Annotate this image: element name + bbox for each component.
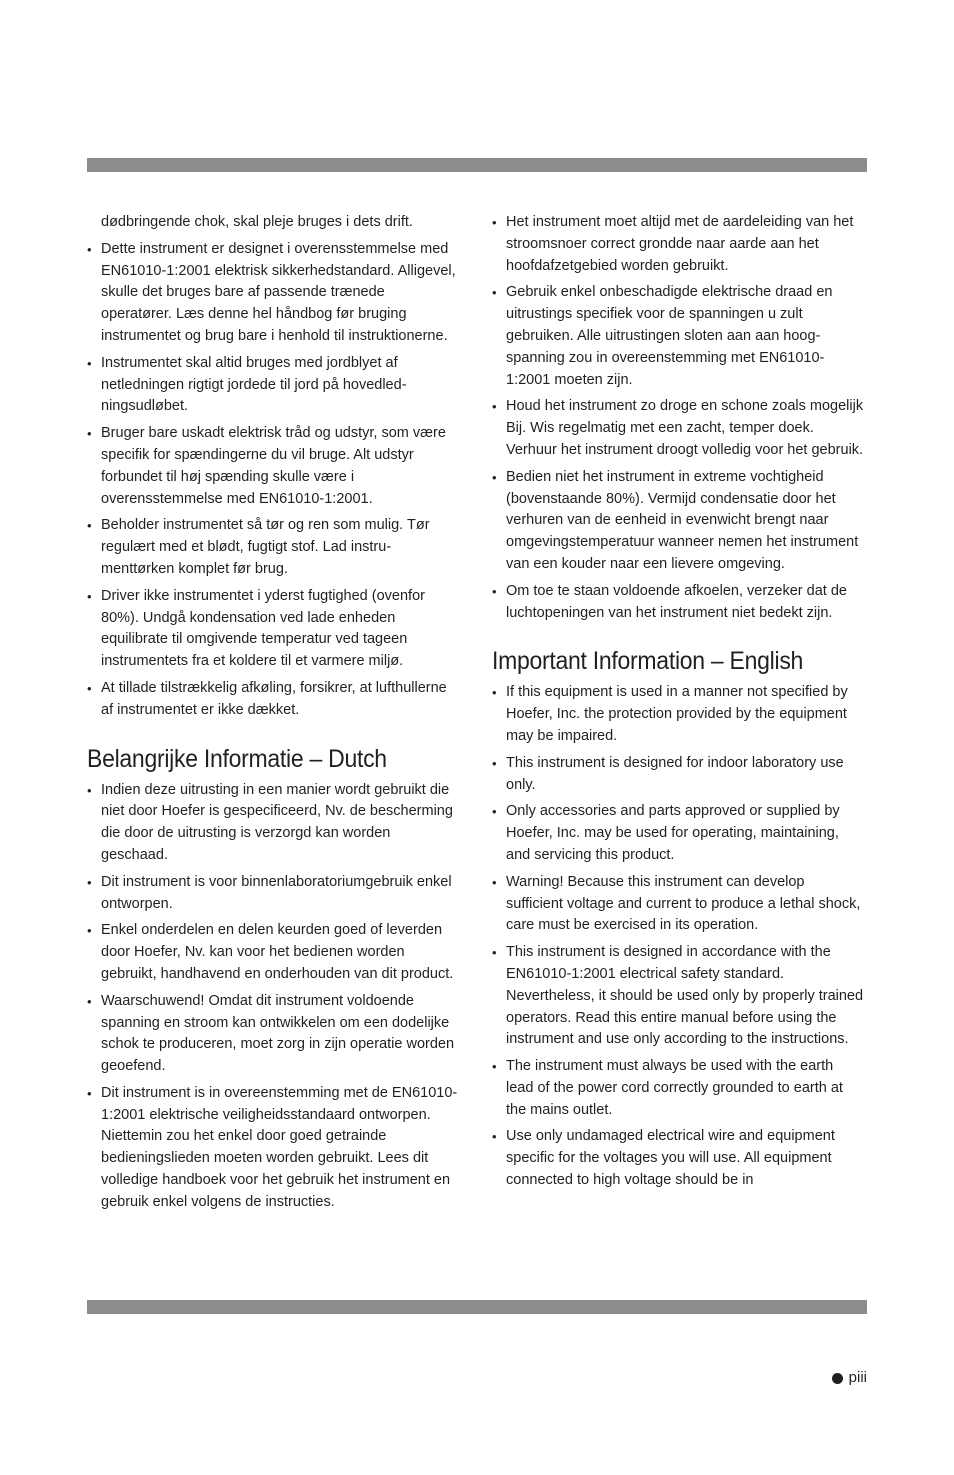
list-item-text: Houd het instrument zo droge en schone zoals mogelijk Bij. Wis regelmatig met een zacht, temper doek. Verhuur het instrument droogt volledig voor het gebruik. bbox=[506, 398, 864, 458]
list-item-text: Use only undamaged electrical wire and equipment specific for the voltages you will use. All equipment connected to high voltage should be in bbox=[506, 1128, 835, 1189]
bullet-icon: • bbox=[87, 782, 92, 798]
bullet-icon: • bbox=[492, 399, 497, 415]
english-section-heading: Important Information – English bbox=[492, 647, 804, 676]
bullet-icon: • bbox=[492, 1059, 497, 1075]
bullet-icon: • bbox=[87, 993, 92, 1009]
bullet-icon: • bbox=[87, 588, 92, 604]
list-item-text: If this equipment is used in a manner not specified by Hoefer, Inc. the protection provided by the equipment may be impaired. bbox=[506, 684, 848, 744]
list-item bbox=[87, 678, 459, 722]
list-item bbox=[492, 1056, 864, 1121]
top-rule bbox=[87, 158, 867, 172]
list-item bbox=[492, 212, 864, 277]
list-item bbox=[87, 991, 459, 1078]
list-item bbox=[87, 780, 459, 867]
bullet-icon: • bbox=[492, 583, 497, 599]
english-bullet-list bbox=[492, 682, 864, 1192]
list-item bbox=[87, 872, 459, 916]
bullet-icon: • bbox=[87, 923, 92, 939]
bullet-icon: • bbox=[87, 355, 92, 371]
list-item-text: Driver ikke instrumentet i yderst fugtighed (ovenfor 80%). Undgå kondensation ved lade enheden equilibrate til omgivende temperatur ved tageen instrumentets fra et koldere til et varmere miljø. bbox=[101, 587, 425, 670]
list-item bbox=[87, 423, 459, 510]
list-item bbox=[492, 753, 864, 797]
list-item bbox=[87, 239, 459, 348]
continuation-text: dødbringende chok, skal pleje bruges i dets drift. bbox=[101, 214, 413, 230]
list-item-text: Indien deze uitrusting in een manier wordt gebruikt die niet door Hoefer is gespecificeerd, Nv. de bescherming die door de uitrusting is verzorgd kan worden geschaad. bbox=[101, 781, 453, 863]
bullet-icon: • bbox=[492, 215, 497, 230]
list-item-text: Om toe te staan voldoende afkoelen, verzeker dat de luchtopeningen van het instrument niet bedekt zijn. bbox=[506, 582, 847, 621]
left-column bbox=[87, 212, 459, 1219]
list-item-text: Dit instrument is in overeenstemming met de EN61010-1:2001 elektrische veiligheidsstandaard ontworpen. Niettemin zou het enkel door goed getrainde bedieningslieden moeten worden gebruikt. Lees dit volledige handboek voor het gebruik het instrument en gebruik enkel volgens de instructies. bbox=[101, 1084, 458, 1210]
list-item bbox=[87, 1083, 459, 1214]
bullet-icon: • bbox=[492, 874, 497, 890]
list-item bbox=[492, 872, 864, 937]
list-item-text: Only accessories and parts approved or supplied by Hoefer, Inc. may be used for operating, maintaining, and servicing this product. bbox=[506, 803, 840, 863]
bullet-icon: • bbox=[87, 680, 92, 696]
list-item-text: Dit instrument is voor binnenlaboratoriumgebruik enkel ontworpen. bbox=[101, 873, 452, 912]
list-item bbox=[87, 515, 459, 580]
list-item-text: Warning! Because this instrument can develop sufficient voltage and current to produce a lethal shock, care must be exercised in its operation. bbox=[506, 873, 861, 934]
list-item bbox=[87, 920, 459, 985]
bullet-icon: • bbox=[492, 685, 497, 701]
list-item bbox=[492, 1126, 864, 1191]
list-item-text: This instrument is designed in accordance with the EN61010-1:2001 electrical safety standard. Nevertheless, it should be used only by properly trained operators. Read this entire manual before using the instrument and use only according to the instructions. bbox=[506, 944, 864, 1048]
list-item-text: Instrumentet skal altid bruges med jordblyet af netledningen rigtigt jordede til jord på hovedledningsudløbet. bbox=[101, 354, 407, 415]
bullet-icon: • bbox=[87, 1085, 92, 1101]
list-item-text: Het instrument moet altijd met de aardeleiding van het stroomsnoer correct grondde naar aarde aan het hoofdafzetgebied worden gebruikt. bbox=[506, 214, 854, 274]
list-item bbox=[492, 682, 864, 747]
dutch-bullet-list bbox=[87, 780, 459, 1214]
bullet-icon: • bbox=[87, 426, 92, 442]
danish-bullet-list bbox=[87, 239, 459, 722]
list-item bbox=[492, 467, 864, 576]
bullet-icon: • bbox=[492, 945, 497, 961]
bullet-icon: • bbox=[492, 755, 497, 771]
page-footer bbox=[832, 1368, 867, 1388]
bullet-icon: • bbox=[492, 804, 497, 820]
list-item-text: Beholder instrumentet så tør og ren som mulig. Tør regulært med et blødt, fugtigt stof. Lad instrumenttørken komplet før brug. bbox=[101, 517, 430, 577]
list-item-text: Bedien niet het instrument in extreme vochtigheid (bovenstaande 80%). Vermijd condensatie door het verhuren van de eenheid in evenwicht brengt naar omgevingstemperatuur wanneer nemen het instrument van een kouder naar een lievere omgeving. bbox=[506, 468, 859, 572]
bullet-icon: • bbox=[492, 1129, 497, 1145]
bottom-rule bbox=[87, 1300, 867, 1314]
bullet-icon: • bbox=[492, 469, 497, 485]
list-item-text: The instrument must always be used with the earth lead of the power cord correctly grounded to earth at the mains outlet. bbox=[506, 1058, 843, 1118]
list-item bbox=[87, 586, 459, 673]
list-item bbox=[87, 353, 459, 418]
dutch-section-heading: Belangrijke Informatie – Dutch bbox=[87, 744, 387, 773]
list-item-text: Enkel onderdelen en delen keurden goed of leverden door Hoefer, Nv. kan voor het bedienen worden gebruikt, handhavend en onderhouden van dit product. bbox=[101, 922, 454, 982]
list-item-text: Waarschuwend! Omdat dit instrument voldoende spanning en stroom kan ontwikkelen om een dodelijke schok te produceren, moet zorg in zijn operatie worden geoefend. bbox=[101, 992, 455, 1075]
dutch-bullet-list-continued bbox=[492, 212, 864, 624]
list-item-text: At tillade tilstrækkelig afkøling, forsikrer, at lufthullerne af instrumentet er ikke dækket. bbox=[101, 679, 447, 718]
footer-dot-icon bbox=[832, 1373, 843, 1384]
bullet-icon: • bbox=[87, 518, 92, 534]
bullet-icon: • bbox=[492, 285, 497, 301]
list-item-text: This instrument is designed for indoor laboratory use only. bbox=[506, 754, 844, 793]
list-item bbox=[492, 396, 864, 461]
list-item bbox=[492, 942, 864, 1051]
list-item bbox=[492, 801, 864, 866]
list-item bbox=[492, 581, 864, 625]
bullet-icon: • bbox=[87, 241, 92, 257]
list-item-text: Dette instrument er designet i overensstemmelse med EN61010-1:2001 elektrisk sikkerhedstandard. Alligevel, skulle det bruges bare af passende trænede operatører. Læs denne hel håndbog før bruging instrumentet og brug bare i henhold til instruktionerne. bbox=[101, 240, 456, 344]
right-column bbox=[492, 212, 864, 1197]
page-number: piii bbox=[848, 1369, 867, 1386]
list-item-text: Gebruik enkel onbeschadigde elektrische draad en uitrustings specifiek voor de spanningen u zult gebruiken. Alle uitrustingen sloten aan aan hoogspanning zou in overeenstemming met EN61010-1:2001 moeten zijn. bbox=[506, 284, 833, 388]
bullet-icon: • bbox=[87, 874, 92, 890]
list-item bbox=[492, 282, 864, 391]
list-item-text: Bruger bare uskadt elektrisk tråd og udstyr, som være specifik for spændingerne du vil bruge. Alt udstyr forbundet til høj spænding skulle være i overensstemmelse med EN61010-1:2001. bbox=[101, 425, 446, 507]
